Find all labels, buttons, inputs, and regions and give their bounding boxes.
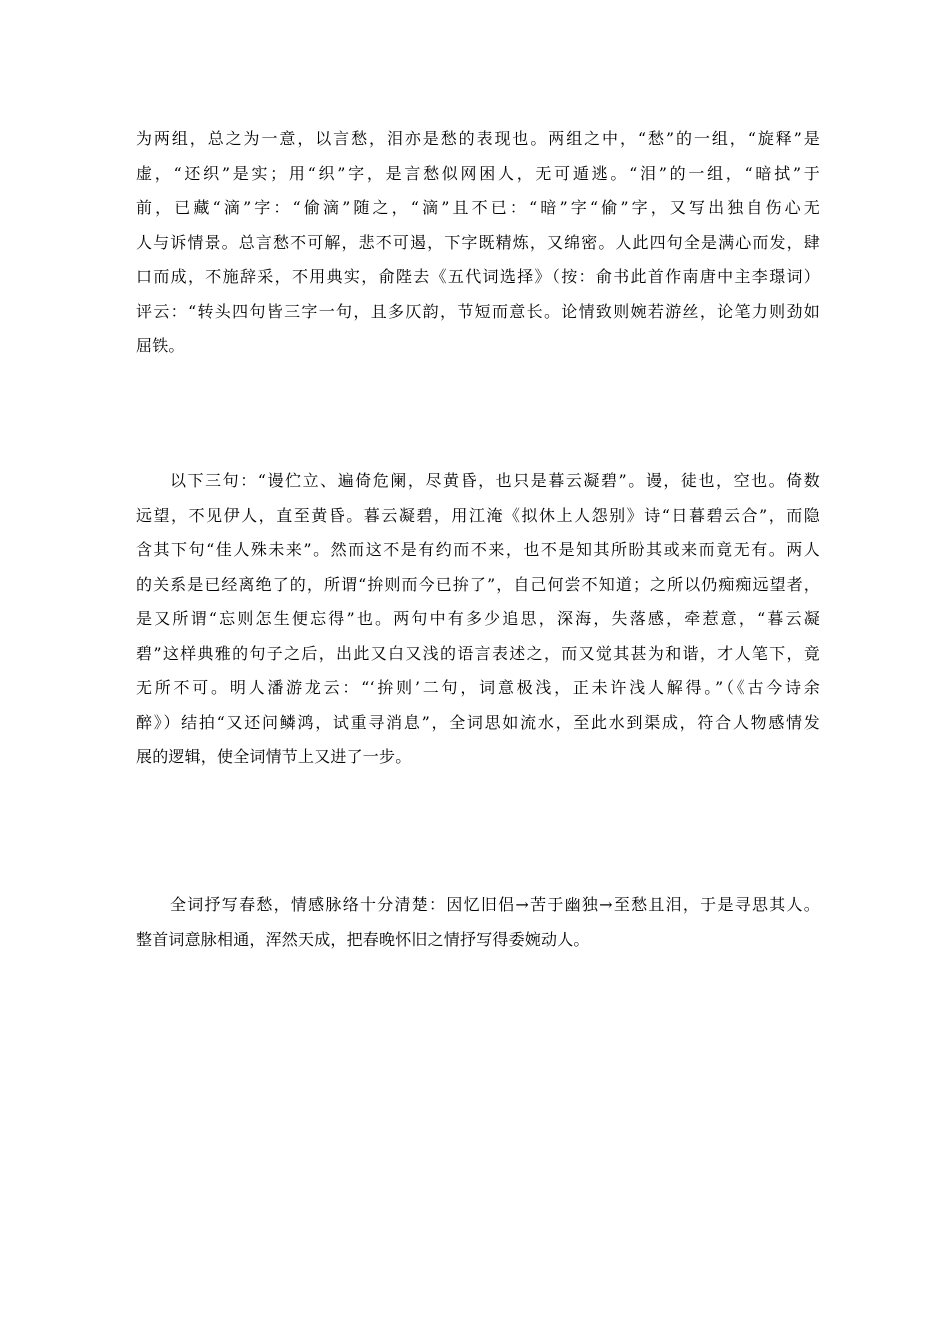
paragraph-3 [136,888,820,957]
paragraph-line: 展的逻辑，使全词情节上又进了一步。 [136,747,412,766]
paragraph-line: 整首词意脉相通，浑然天成，把春晚怀旧之情抒写得委婉动人。 [136,929,590,949]
paragraph-line: 无所不可。明人潘游龙云：“‘拚则’二句，词意极浅，正未许浅人解得。”（《古今诗余 [136,678,820,697]
paragraph-line: 口而成，不施辞采，不用典实，俞陛去《五代词选择》（按：俞书此首作南唐中主李璟词） [136,267,820,286]
paragraph-line: 以下三句：“谩伫立、遍倚危阑，尽黄昏，也只是暮云凝碧”。谩，徒也，空也。倚数 [170,471,820,490]
paragraph-line: 评云：“转头四句皆三字一句，且多仄韵，节短而意长。论情致则婉若游丝，论笔力则劲如 [136,301,820,321]
paragraph-1 [136,122,820,364]
paragraph-line: 的关系是已经离绝了的，所谓“拚则而今已拚了”，自己何尝不知道；之所以仍痴痴远望者， [136,574,820,594]
paragraph-line: 屈铁。 [136,336,185,355]
paragraph-line: 含其下句“佳人殊未来”。然而这不是有约而不来，也不是知其所盼其或来而竟无有。两人 [136,540,820,559]
paragraph-line: 为两组，总之为一意，以言愁，泪亦是愁的表现也。两组之中，“愁”的一组，“旋释”是 [136,129,820,148]
paragraph-line: 虚，“还织”是实；用“织”字，是言愁似网困人，无可遁逃。“泪”的一组，“暗拭”于 [136,163,820,183]
paragraph-line: 碧”这样典雅的句子之后，出此又白又浅的语言表述之，而又觉其甚为和谐，才人笔下，竟 [136,643,820,663]
paragraph-line: 醉》）结拍“又还问鳞鸿，试重寻消息”，全词思如流水，至此水到渠成，符合人物感情发 [136,712,820,732]
paragraph-line: 远望，不见伊人，直至黄昏。暮云凝碧，用江淹《拟休上人怨别》诗“日暮碧云合”，而隐 [136,505,820,525]
paragraph-line: 人与诉情景。总言愁不可解，悲不可遏，下字既精炼，又绵密。人此四句全是满心而发，肆 [136,232,820,252]
paragraph-line: 全词抒写春愁，情感脉络十分清楚：因忆旧侣→苦于幽独→至愁且泪，于是寻思其人。 [170,895,820,914]
paragraph-line: 前，已藏“滴”字：“偷滴”随之，“滴”且不已：“暗”字“偷”字，又写出独自伤心无 [136,198,820,217]
paragraph-line: 是又所谓“忘则怎生便忘得”也。两句中有多少追思，深海，失落感，牵惹意，“暮云凝 [136,609,820,628]
paragraph-2 [136,464,820,775]
